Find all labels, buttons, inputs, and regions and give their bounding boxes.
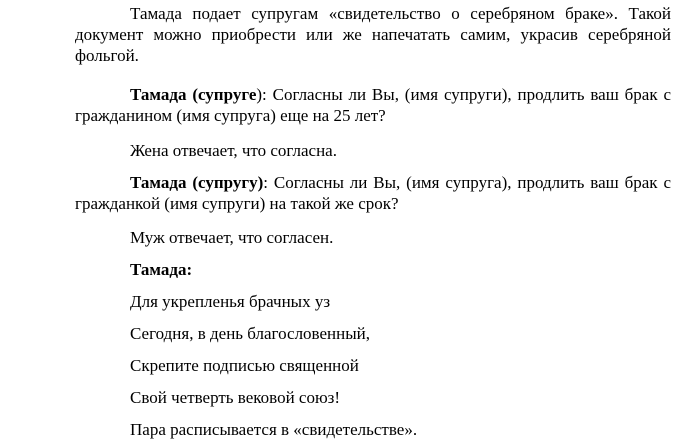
verse-line: Скрепите подписью священной [130,356,359,375]
verse-line: Сегодня, в день благословенный, [130,324,370,343]
verse-line: Для укрепленья брачных уз [130,292,331,311]
question-husband-text: : Согласны ли Вы, (имя супруга), продлить ваш брак с гражданкой (имя супруги) на такой же срок? [75,173,672,213]
paragraph-husband-answer: Муж отвечает, что согласен. [130,228,334,247]
speaker-paren: ) [256,85,263,104]
verse-line: Свой четверть вековой союз! [130,388,341,407]
paragraph-signing: Пара расписывается в «свидетельстве». [130,420,418,439]
paragraph-certificate [75,3,671,66]
speaker-label-wife: Тамада (супруге [130,85,257,104]
speaker-label-tamada: Тамада: [130,260,193,279]
speaker-label-husband: Тамада (супругу) [130,173,264,192]
question-wife-text: : Согласны ли Вы, (имя супруги), продлить ваш брак с гражданином (имя супруга) еще на 25 лет? [75,85,671,125]
paragraph-question-wife [75,84,671,126]
paragraph-certificate-text: Тамада подает супругам «свидетельство о серебряном браке». Такой документ можно приобрести или же напечатать самим, украсив серебряной фольгой. [75,4,671,65]
paragraph-wife-answer: Жена отвечает, что согласна. [130,141,337,160]
paragraph-question-husband [75,172,671,214]
